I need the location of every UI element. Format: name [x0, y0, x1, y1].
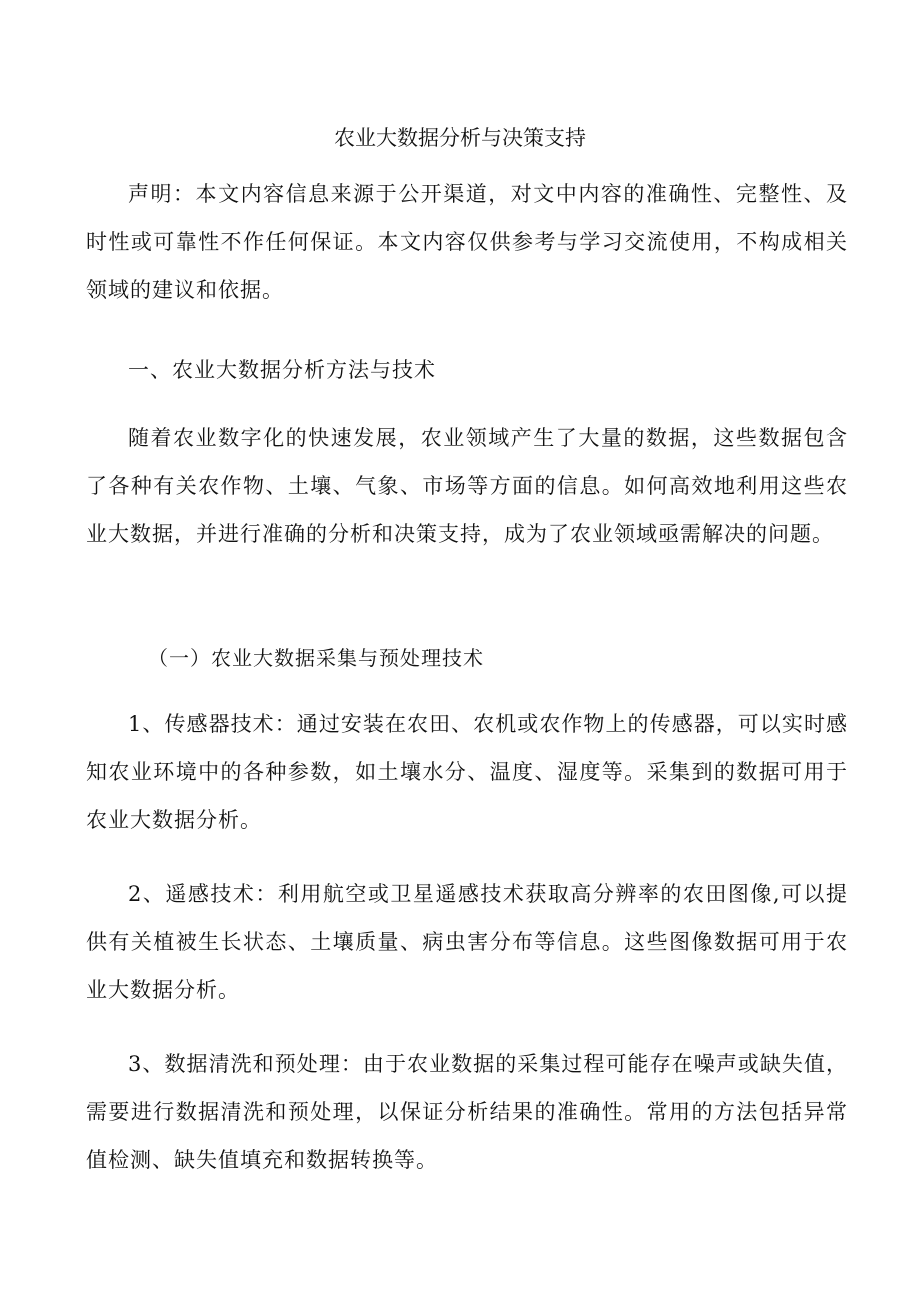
section-intro-paragraph: 随着农业数字化的快速发展，农业领域产生了大量的数据，这些数据包含了各种有关农作物、土壤、气象、市场等方面的信息。如何高效地利用这些农业大数据，并进行准确的分析和决策支持，成为了农业领域亟需解决的问题。 — [86, 426, 848, 546]
document-title: 农业大数据分析与决策支持 — [334, 126, 586, 150]
list-item-remote-sensing: 2、遥感技术：利用航空或卫星遥感技术获取高分辨率的农田图像,可以提供有关植被生长状态、土壤质量、病虫害分布等信息。这些图像数据可用于农业大数据分析。 — [86, 882, 848, 1002]
subsection-heading-1: （一）农业大数据采集与预处理技术 — [148, 646, 484, 670]
disclaimer-paragraph: 声明：本文内容信息来源于公开渠道，对文中内容的准确性、完整性、及时性或可靠性不作任何保证。本文内容仅供参考与学习交流使用，不构成相关领域的建议和依据。 — [86, 182, 848, 302]
section-heading-1: 一、农业大数据分析方法与技术 — [128, 358, 436, 382]
list-item-data-cleaning: 3、数据清洗和预处理：由于农业数据的采集过程可能存在噪声或缺失值，需要进行数据清洗和预处理，以保证分析结果的准确性。常用的方法包括异常值检测、缺失值填充和数据转换等。 — [86, 1052, 848, 1172]
list-item-sensor: 1、传感器技术：通过安装在农田、农机或农作物上的传感器，可以实时感知农业环境中的各种参数，如土壤水分、温度、湿度等。采集到的数据可用于农业大数据分析。 — [86, 712, 848, 832]
